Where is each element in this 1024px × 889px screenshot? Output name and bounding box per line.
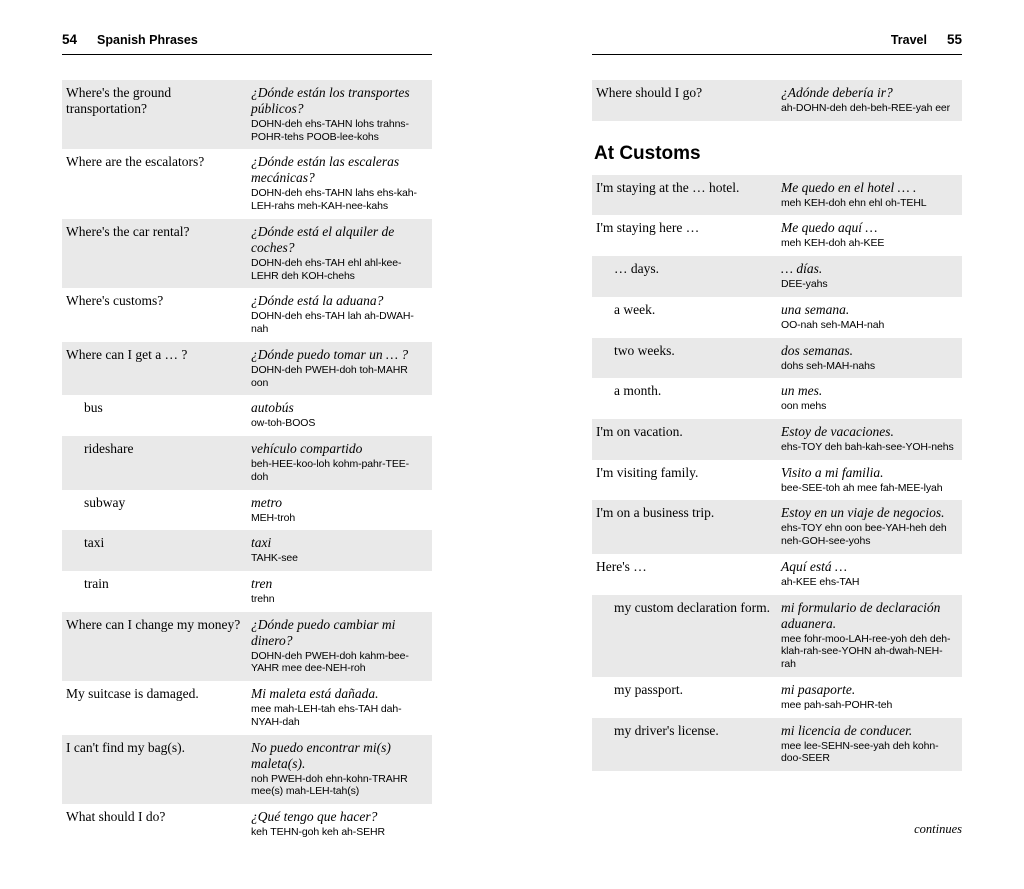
english-cell: a month. — [592, 378, 777, 419]
spanish-cell — [247, 80, 432, 149]
pronunciation-text: DOHN-deh PWEH-doh toh-MAHR oon — [251, 363, 408, 389]
english-cell: train — [62, 571, 247, 612]
table-row — [592, 500, 962, 554]
spanish-cell — [777, 215, 962, 256]
spanish-cell — [247, 612, 432, 681]
spanish-cell — [247, 530, 432, 571]
pronunciation-text: keh TEHN-goh keh ah-SEHR — [251, 826, 385, 839]
spanish-text: Aquí está … — [781, 558, 847, 574]
english-cell: taxi — [62, 530, 247, 571]
spanish-cell — [247, 735, 432, 804]
spanish-cell — [247, 681, 432, 735]
spanish-text: mi pasaporte. — [781, 681, 856, 697]
spanish-cell — [777, 338, 962, 379]
spanish-text: ¿Dónde está la aduana? — [251, 293, 384, 309]
english-cell: my driver's license. — [592, 718, 777, 772]
spanish-cell — [777, 297, 962, 338]
table-row — [592, 595, 962, 677]
continues-note: continues — [914, 822, 962, 836]
english-cell: Where can I change my money? — [62, 612, 247, 681]
spanish-text: metro — [251, 494, 282, 510]
english-cell: Where should I go? — [592, 80, 777, 121]
spanish-text: No puedo encontrar mi(s) maleta(s). — [251, 739, 391, 771]
table-row — [62, 395, 432, 436]
table-row — [62, 436, 432, 490]
pronunciation-text: DEE-yahs — [781, 278, 828, 291]
english-cell: I'm on a business trip. — [592, 500, 777, 554]
table-row — [592, 677, 962, 718]
pronunciation-text: mee pah-sah-POHR-teh — [781, 698, 893, 711]
pronunciation-text: ow-toh-BOOS — [251, 417, 316, 430]
english-cell: Where's customs? — [62, 288, 247, 342]
pronunciation-text: noh PWEH-doh ehn-kohn-TRAHR mee(s) mah-LEH-tah(s) — [251, 772, 408, 798]
english-cell: I'm on vacation. — [592, 419, 777, 460]
spanish-text: taxi — [251, 535, 272, 551]
spanish-text: autobús — [251, 400, 294, 416]
pronunciation-text: mee fohr-moo-LAH-ree-yoh deh deh-klah-rah-see-YOHN ah-dwah-NEH-rah — [781, 632, 951, 671]
table-row — [62, 735, 432, 804]
spanish-text: una semana. — [781, 301, 850, 317]
spanish-cell — [777, 595, 962, 677]
english-cell: my passport. — [592, 677, 777, 718]
english-cell: I'm visiting family. — [592, 460, 777, 501]
spanish-cell — [777, 677, 962, 718]
english-cell: two weeks. — [592, 338, 777, 379]
table-row — [62, 530, 432, 571]
spanish-text: ¿Dónde puedo tomar un … ? — [251, 346, 409, 362]
english-cell: My suitcase is damaged. — [62, 681, 247, 735]
pronunciation-text: DOHN-deh ehs-TAH lah ah-DWAH-nah — [251, 310, 414, 336]
pronunciation-text: ah-KEE ehs-TAH — [781, 575, 860, 588]
spanish-text: Estoy en un viaje de negocios. — [781, 505, 945, 521]
table-row — [592, 378, 962, 419]
spanish-cell — [777, 378, 962, 419]
pronunciation-text: DOHN-deh ehs-TAHN lahs ehs-kah-LEH-rahs meh-KAH-nee-kahs — [251, 187, 417, 213]
table-row — [62, 612, 432, 681]
table-row — [592, 460, 962, 501]
pronunciation-text: ehs-TOY deh bah-kah-see-YOH-nehs — [781, 440, 954, 453]
english-cell: What should I do? — [62, 804, 247, 845]
table-row — [592, 554, 962, 595]
left-folio: 54 — [62, 32, 78, 47]
spanish-text: vehículo compartido — [251, 441, 363, 457]
spanish-cell — [247, 804, 432, 845]
table-row — [62, 288, 432, 342]
table-row — [592, 718, 962, 772]
english-cell: I can't find my bag(s). — [62, 735, 247, 804]
spanish-text: dos semanas. — [781, 342, 854, 358]
english-cell: rideshare — [62, 436, 247, 490]
right-phrase-table-top — [592, 80, 962, 121]
left-phrase-table — [62, 80, 432, 845]
table-row — [62, 80, 432, 149]
pronunciation-text: meh KEH-doh ah-KEE — [781, 237, 885, 250]
table-row — [592, 215, 962, 256]
right-running-head — [592, 32, 962, 55]
table-row — [62, 571, 432, 612]
table-row — [592, 419, 962, 460]
table-row — [62, 490, 432, 531]
table-row — [592, 256, 962, 297]
english-cell: a week. — [592, 297, 777, 338]
pronunciation-text: MEH-troh — [251, 511, 296, 524]
spanish-cell — [777, 554, 962, 595]
spanish-cell — [777, 256, 962, 297]
spanish-cell — [247, 395, 432, 436]
pronunciation-text: OO-nah seh-MAH-nah — [781, 318, 885, 331]
spanish-cell — [247, 149, 432, 218]
spanish-cell — [777, 718, 962, 772]
spanish-text: Visito a mi familia. — [781, 464, 884, 480]
pronunciation-text: TAHK-see — [251, 552, 298, 565]
left-running-title: Spanish Phrases — [97, 33, 198, 47]
spanish-cell — [247, 219, 432, 288]
pronunciation-text: beh-HEE-koo-loh kohm-pahr-TEE-doh — [251, 457, 410, 483]
spanish-text: Mi maleta está dañada. — [251, 686, 379, 702]
english-cell: Here's … — [592, 554, 777, 595]
table-row — [592, 175, 962, 216]
right-folio: 55 — [946, 32, 962, 47]
pronunciation-text: oon mehs — [781, 400, 827, 413]
spanish-text: Me quedo aquí … — [781, 220, 878, 236]
english-cell: I'm staying at the … hotel. — [592, 175, 777, 216]
pronunciation-text: ah-DOHN-deh deh-beh-REE-yah eer — [781, 101, 951, 114]
pronunciation-text: bee-SEE-toh ah mee fah-MEE-lyah — [781, 481, 943, 494]
table-row — [62, 681, 432, 735]
spanish-text: mi licencia de conducer. — [781, 722, 913, 738]
table-row — [62, 342, 432, 396]
english-cell: Where's the car rental? — [62, 219, 247, 288]
left-running-head — [62, 32, 432, 55]
english-cell: Where are the escalators? — [62, 149, 247, 218]
table-row — [592, 80, 962, 121]
spanish-text: … días. — [781, 261, 823, 277]
section-heading: At Customs — [594, 142, 701, 164]
spanish-text: ¿Dónde está el alquiler de coches? — [251, 223, 395, 255]
spanish-cell — [777, 460, 962, 501]
pronunciation-text: dohs seh-MAH-nahs — [781, 359, 876, 372]
pronunciation-text: meh KEH-doh ehn ehl oh-TEHL — [781, 196, 927, 209]
pronunciation-text: mee mah-LEH-tah ehs-TAH dah-NYAH-dah — [251, 703, 402, 728]
spanish-cell — [247, 436, 432, 490]
right-page — [512, 0, 1024, 889]
pronunciation-text: mee lee-SEHN-see-yah deh kohn-doo-SEER — [781, 739, 939, 765]
pronunciation-text: DOHN-deh ehs-TAHN lohs trahns-POHR-tehs POOB-lee-kohs — [251, 117, 409, 143]
spanish-text: mi formulario de declaración aduanera. — [781, 599, 941, 631]
spanish-cell — [247, 571, 432, 612]
spanish-text: ¿Dónde puedo cambiar mi dinero? — [251, 616, 396, 648]
spanish-cell — [247, 288, 432, 342]
spanish-text: un mes. — [781, 383, 823, 399]
table-row — [62, 149, 432, 218]
pronunciation-text: trehn — [251, 592, 275, 605]
pronunciation-text: DOHN-deh PWEH-doh kahm-bee-YAHR mee dee-NEH-roh — [251, 649, 409, 675]
spanish-cell — [777, 500, 962, 554]
spanish-text: ¿Dónde están los transportes públicos? — [251, 85, 410, 116]
english-cell: … days. — [592, 256, 777, 297]
english-cell: Where's the ground transportation? — [62, 80, 247, 149]
english-cell: subway — [62, 490, 247, 531]
spanish-text: ¿Dónde están las escaleras mecánicas? — [251, 154, 400, 186]
pronunciation-text: ehs-TOY ehn oon bee-YAH-heh deh neh-GOH-see-yohs — [781, 522, 947, 548]
right-phrase-table — [592, 175, 962, 771]
spanish-cell — [777, 175, 962, 216]
english-cell: my custom declaration form. — [592, 595, 777, 677]
spanish-cell — [247, 342, 432, 396]
table-row — [592, 338, 962, 379]
spanish-text: Me quedo en el hotel … . — [781, 179, 917, 195]
table-row — [592, 297, 962, 338]
spanish-cell — [777, 80, 962, 121]
spanish-text: tren — [251, 576, 273, 592]
right-running-title: Travel — [890, 33, 927, 47]
spanish-text: ¿Adónde debería ir? — [781, 85, 893, 100]
english-cell: Where can I get a … ? — [62, 342, 247, 396]
pronunciation-text: DOHN-deh ehs-TAH ehl ahl-kee-LEHR deh KOH-chehs — [251, 256, 402, 282]
spanish-cell — [777, 419, 962, 460]
english-cell: I'm staying here … — [592, 215, 777, 256]
table-row — [62, 219, 432, 288]
spanish-text: ¿Qué tengo que hacer? — [251, 809, 378, 825]
english-cell: bus — [62, 395, 247, 436]
spanish-text: Estoy de vacaciones. — [781, 424, 894, 440]
spanish-cell — [247, 490, 432, 531]
table-row — [62, 804, 432, 845]
